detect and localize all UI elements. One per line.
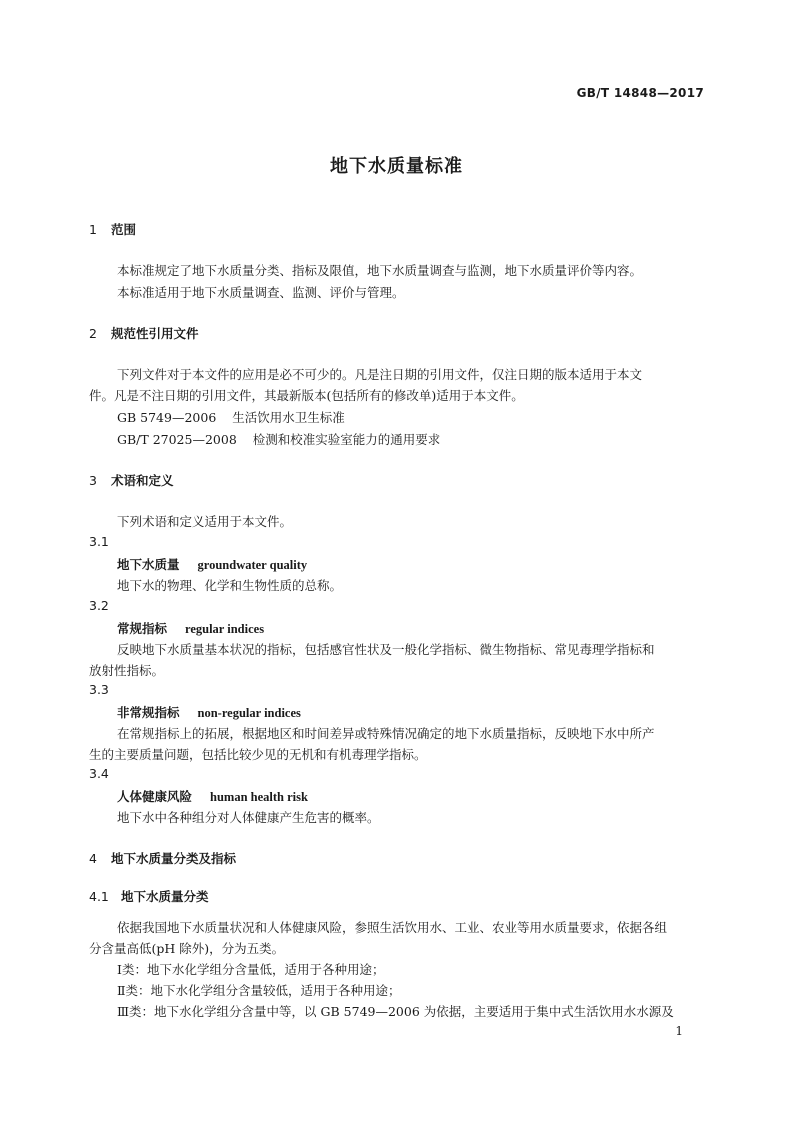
- reference-item: [117, 430, 440, 448]
- standard-number: GB/T 14848—2017: [576, 86, 704, 100]
- section-2-heading: [89, 324, 199, 342]
- term-zh: 非常规指标: [117, 705, 180, 720]
- term-en: groundwater quality: [197, 558, 308, 572]
- subsection-number: 4.1: [89, 889, 109, 904]
- section-1-heading: [89, 220, 136, 238]
- section-number: 1: [89, 222, 97, 237]
- term-definition: 反映地下水质量基本状况的指标，包括感官性状及一般化学指标、微生物指标、常见毒理学指标和: [117, 642, 655, 657]
- term-number: 3.1: [89, 534, 109, 549]
- paragraph: 本标准规定了地下水质量分类、指标及限值，地下水质量调查与监测，地下水质量评价等内容。: [117, 263, 643, 278]
- term-definition-continuation: 放射性指标。: [89, 663, 165, 678]
- reference-name: 生活饮用水卫生标准: [232, 410, 345, 425]
- reference-code: GB/T 27025—2008: [117, 432, 237, 447]
- page-number: 1: [675, 1024, 683, 1038]
- paragraph-continuation: 分含量高低(pH 除外)，分为五类。: [89, 941, 285, 956]
- term-number: 3.2: [89, 598, 109, 613]
- class-item: Ⅰ类：地下水化学组分含量低，适用于各种用途；: [117, 962, 385, 977]
- reference-name: 检测和校准实验室能力的通用要求: [252, 432, 441, 447]
- section-number: 3: [89, 473, 97, 488]
- term-definition: 地下水中各种组分对人体健康产生危害的概率。: [117, 810, 380, 825]
- paragraph: 依据我国地下水质量状况和人体健康风险，参照生活饮用水、工业、农业等用水质量要求，依据各组: [117, 920, 668, 935]
- term-en: human health risk: [210, 790, 308, 804]
- class-item: Ⅱ类：地下水化学组分含量较低，适用于各种用途；: [117, 983, 401, 998]
- term-heading: [117, 787, 308, 805]
- section-title: 术语和定义: [111, 473, 174, 488]
- section-number: 4: [89, 851, 97, 866]
- term-definition: 地下水的物理、化学和生物性质的总称。: [117, 578, 343, 593]
- term-definition-continuation: 生的主要质量问题，包括比较少见的无机和有机毒理学指标。: [89, 747, 427, 762]
- document-title: 地下水质量标准: [330, 156, 463, 177]
- section-3-heading: [89, 471, 174, 489]
- subsection-title: 地下水质量分类: [121, 889, 209, 904]
- term-heading: [117, 619, 264, 637]
- reference-item: [117, 408, 345, 426]
- term-number: 3.4: [89, 766, 109, 781]
- class-item: Ⅲ类：地下水化学组分含量中等，以 GB 5749—2006 为依据，主要适用于集中式生活饮用水水源及: [117, 1004, 674, 1019]
- paragraph: 下列术语和定义适用于本文件。: [117, 514, 293, 529]
- paragraph: 下列文件对于本文件的应用是必不可少的。凡是注日期的引用文件，仅注日期的版本适用于本文: [117, 367, 643, 382]
- term-heading: [117, 703, 301, 721]
- section-number: 2: [89, 326, 97, 341]
- term-heading: [117, 555, 307, 573]
- term-en: regular indices: [185, 622, 265, 636]
- reference-code: GB 5749—2006: [117, 410, 217, 425]
- subsection-4-1-heading: [89, 887, 209, 905]
- section-title: 规范性引用文件: [111, 326, 199, 341]
- term-number: 3.3: [89, 682, 109, 697]
- section-title: 地下水质量分类及指标: [111, 851, 237, 866]
- term-en: non-regular indices: [197, 706, 301, 720]
- term-definition: 在常规指标上的拓展，根据地区和时间差异或特殊情况确定的地下水质量指标，反映地下水中所产: [117, 726, 655, 741]
- paragraph: 本标准适用于地下水质量调查、监测、评价与管理。: [117, 285, 405, 300]
- term-zh: 地下水质量: [117, 557, 180, 572]
- term-zh: 人体健康风险: [117, 789, 193, 804]
- paragraph-continuation: 件。凡是不注日期的引用文件，其最新版本(包括所有的修改单)适用于本文件。: [89, 388, 524, 403]
- term-zh: 常规指标: [117, 621, 168, 636]
- section-title: 范围: [111, 222, 137, 237]
- section-4-heading: [89, 849, 236, 867]
